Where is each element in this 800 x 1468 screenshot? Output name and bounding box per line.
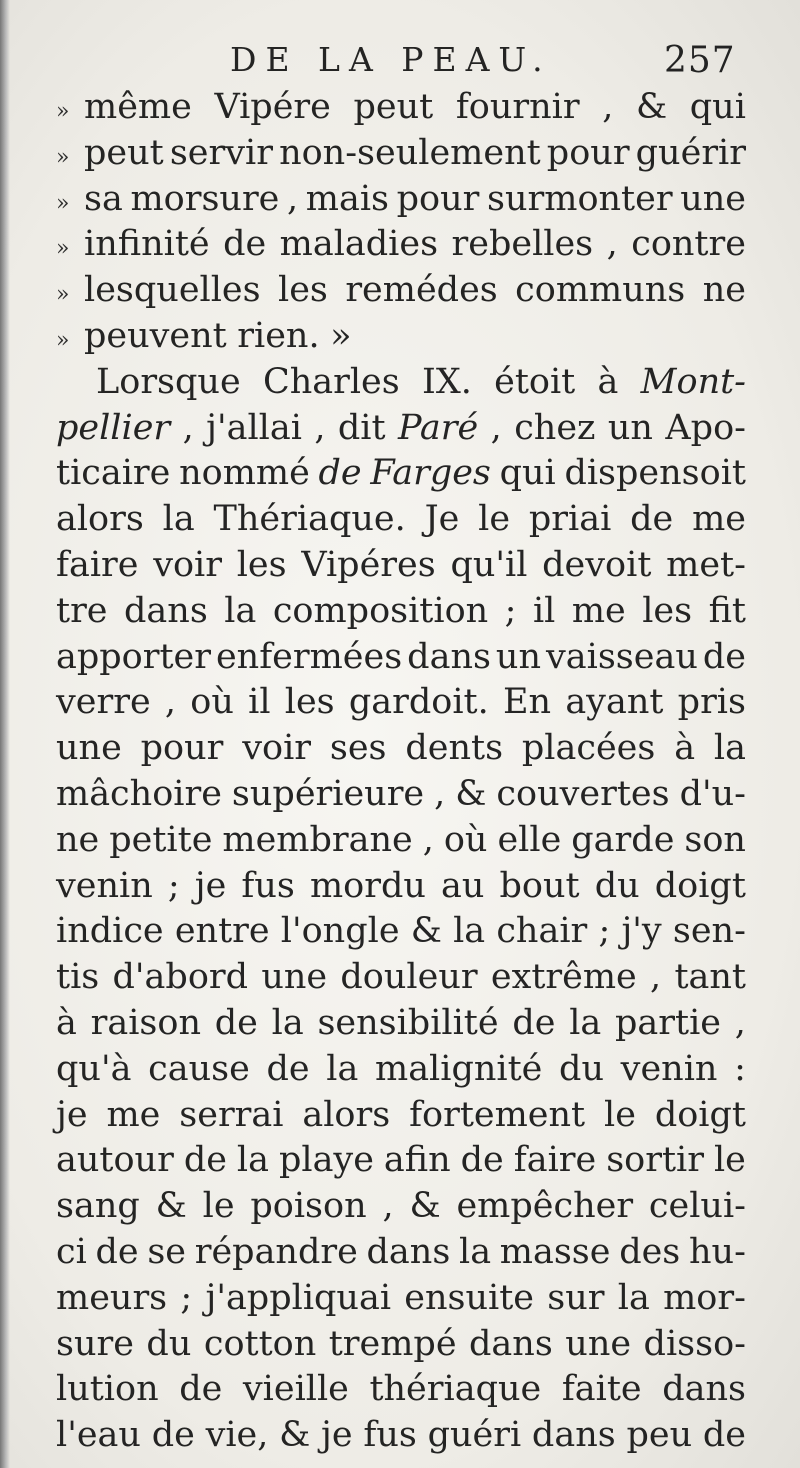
word: pour bbox=[546, 132, 630, 173]
line-text bbox=[56, 1001, 746, 1047]
word: morsure bbox=[130, 178, 280, 219]
word: sen- bbox=[672, 911, 746, 952]
text-line bbox=[56, 406, 746, 452]
word: communs bbox=[515, 270, 686, 311]
line-text bbox=[84, 268, 746, 314]
word: qu'il bbox=[450, 544, 528, 585]
text-line bbox=[56, 1138, 746, 1184]
line-text bbox=[56, 864, 746, 910]
word: je bbox=[194, 865, 227, 906]
line-text bbox=[56, 726, 746, 772]
line-text bbox=[56, 1230, 746, 1276]
line-text bbox=[56, 406, 746, 452]
word: fournir bbox=[455, 87, 580, 127]
word: où bbox=[190, 682, 234, 723]
word: sensibilité bbox=[317, 1002, 499, 1043]
line-text bbox=[56, 1047, 746, 1093]
word: faire bbox=[56, 544, 139, 585]
text-line bbox=[56, 680, 746, 726]
word: elle bbox=[497, 819, 562, 860]
word: me bbox=[571, 590, 626, 631]
word: fortement bbox=[409, 1094, 586, 1135]
word: petite bbox=[109, 819, 213, 860]
word: alors bbox=[56, 499, 144, 540]
word: & bbox=[155, 1186, 187, 1227]
word: , bbox=[490, 407, 502, 448]
word: la bbox=[617, 1277, 650, 1318]
word: la bbox=[459, 1231, 492, 1272]
page-number: 257 bbox=[664, 40, 736, 81]
word: guérir bbox=[635, 132, 746, 173]
word: la bbox=[224, 590, 257, 631]
word: d'abord bbox=[112, 957, 249, 998]
word: , bbox=[382, 1186, 394, 1227]
word: le bbox=[713, 1140, 746, 1181]
word: les bbox=[236, 544, 287, 585]
word: chair bbox=[496, 911, 588, 952]
word: surmonter bbox=[487, 178, 673, 219]
word: mâchoire bbox=[56, 773, 222, 814]
word: je bbox=[56, 1094, 88, 1135]
word: & bbox=[455, 773, 487, 814]
word: ne bbox=[56, 819, 100, 860]
word: sang bbox=[56, 1186, 140, 1227]
word: la bbox=[569, 1002, 602, 1043]
text-line bbox=[56, 864, 746, 910]
word: pellier bbox=[56, 407, 171, 448]
word: de bbox=[318, 453, 362, 494]
word: tre bbox=[56, 590, 108, 631]
word: le bbox=[604, 1094, 636, 1135]
word: de bbox=[630, 499, 674, 540]
word: voir bbox=[153, 544, 222, 585]
line-text bbox=[56, 1184, 746, 1230]
word: , bbox=[734, 1002, 746, 1043]
line-text bbox=[56, 955, 746, 1001]
quotation-mark: » bbox=[56, 144, 70, 170]
word: du bbox=[146, 1323, 192, 1364]
line-text bbox=[56, 680, 746, 726]
word: un bbox=[495, 636, 542, 677]
word: de bbox=[702, 636, 746, 677]
word: me bbox=[692, 499, 746, 540]
text-line bbox=[56, 1093, 746, 1139]
word: la bbox=[326, 1048, 359, 1089]
word: sure bbox=[56, 1323, 134, 1364]
word: le bbox=[478, 499, 511, 540]
word: ticaire bbox=[56, 453, 171, 494]
word: je bbox=[321, 1415, 353, 1456]
word: malignité bbox=[375, 1048, 543, 1089]
word: la bbox=[236, 1140, 269, 1181]
text-line bbox=[56, 726, 746, 772]
word: & bbox=[410, 911, 442, 952]
word: bout bbox=[499, 865, 580, 906]
text-line bbox=[56, 314, 746, 360]
word: dit bbox=[337, 407, 386, 448]
word: extrême bbox=[490, 957, 637, 998]
word: , bbox=[287, 178, 299, 219]
line-text bbox=[56, 818, 746, 864]
word: verre bbox=[56, 682, 151, 723]
page-gutter-shadow bbox=[0, 0, 10, 1468]
word: du bbox=[594, 865, 640, 906]
word: devoit bbox=[542, 544, 652, 585]
word: pour bbox=[140, 728, 224, 769]
word: Vipéres bbox=[301, 544, 436, 585]
word: , bbox=[164, 682, 177, 723]
word: les bbox=[278, 270, 328, 311]
word: ne bbox=[702, 270, 746, 311]
word: la bbox=[271, 1002, 304, 1043]
word: & bbox=[636, 87, 668, 127]
word: Apo- bbox=[665, 407, 746, 448]
body-text bbox=[56, 85, 746, 1459]
text-line bbox=[56, 1047, 746, 1093]
word: autour bbox=[56, 1140, 174, 1181]
word: j'allai bbox=[206, 407, 302, 448]
word: supérieure bbox=[231, 773, 425, 814]
text-line bbox=[56, 1413, 746, 1459]
word: de bbox=[214, 1002, 258, 1043]
word: étoit bbox=[494, 361, 576, 402]
text-line bbox=[56, 818, 746, 864]
line-text bbox=[56, 451, 746, 497]
quotation-mark: » bbox=[56, 327, 70, 353]
word: serrai bbox=[179, 1094, 284, 1135]
line-text bbox=[56, 1367, 746, 1413]
word: venin bbox=[56, 865, 153, 906]
word: apporter bbox=[56, 636, 211, 677]
line-text bbox=[56, 1413, 746, 1459]
word: & bbox=[409, 1186, 441, 1227]
word: guéri bbox=[427, 1415, 522, 1456]
word: raison bbox=[90, 1002, 201, 1043]
word: Mont- bbox=[640, 361, 746, 402]
word: mor- bbox=[663, 1277, 746, 1318]
word: l'eau bbox=[56, 1415, 141, 1456]
word: masse bbox=[499, 1231, 611, 1272]
text-line bbox=[56, 85, 746, 131]
text-line bbox=[56, 955, 746, 1001]
word: la bbox=[453, 911, 486, 952]
word: garde bbox=[571, 819, 675, 860]
word: : bbox=[734, 1048, 746, 1089]
line-text bbox=[56, 1322, 746, 1368]
word: à bbox=[56, 1002, 77, 1043]
word: peuvent bbox=[84, 315, 227, 356]
word: meurs bbox=[56, 1277, 168, 1318]
word: enfermées bbox=[215, 636, 403, 677]
word: thériaque bbox=[369, 1369, 542, 1410]
word: rebelles bbox=[451, 224, 594, 265]
word: une bbox=[261, 957, 328, 998]
word: même bbox=[84, 87, 192, 127]
word: un bbox=[607, 407, 653, 448]
text-line bbox=[56, 1184, 746, 1230]
word: vieille bbox=[242, 1369, 349, 1410]
word: une bbox=[565, 1323, 632, 1364]
word: me bbox=[106, 1094, 161, 1135]
text-line bbox=[56, 635, 746, 681]
word: lution bbox=[56, 1369, 159, 1410]
word: dans bbox=[531, 1415, 616, 1456]
running-head-title: DE LA PEAU. bbox=[230, 40, 552, 79]
word: venin bbox=[620, 1048, 718, 1089]
word: remédes bbox=[345, 270, 498, 311]
word: Je bbox=[424, 499, 460, 540]
word: qu'à bbox=[56, 1048, 132, 1089]
word: sur bbox=[547, 1277, 605, 1318]
word: , bbox=[602, 87, 614, 127]
text-line bbox=[56, 1276, 746, 1322]
word: , bbox=[422, 819, 434, 860]
word: dans bbox=[407, 636, 491, 677]
text-line bbox=[56, 1001, 746, 1047]
word: dans bbox=[662, 1369, 746, 1410]
word: dans bbox=[469, 1323, 553, 1364]
word: une bbox=[56, 728, 122, 769]
word: lesquelles bbox=[84, 270, 261, 311]
line-text bbox=[56, 589, 746, 635]
word: peu bbox=[626, 1415, 693, 1456]
word: de bbox=[702, 1415, 746, 1456]
text-line bbox=[56, 772, 746, 818]
text-line bbox=[56, 222, 746, 268]
line-text bbox=[84, 177, 746, 223]
word: infinité bbox=[84, 224, 210, 265]
quotation-mark: » bbox=[56, 190, 70, 216]
line-text bbox=[56, 543, 746, 589]
word: hu- bbox=[688, 1231, 746, 1272]
word: afin bbox=[383, 1140, 451, 1181]
line-text bbox=[56, 909, 746, 955]
line-text bbox=[84, 222, 746, 268]
word: de bbox=[223, 224, 267, 265]
word: vaisseau bbox=[545, 636, 698, 677]
word: mordu bbox=[309, 865, 426, 906]
text-line bbox=[56, 360, 746, 406]
word: pour bbox=[396, 178, 480, 219]
line-text bbox=[56, 1138, 746, 1184]
word: ; bbox=[180, 1277, 193, 1318]
word: non-seulement bbox=[279, 132, 541, 173]
word: Thériaque. bbox=[213, 499, 406, 540]
word: En bbox=[502, 682, 552, 723]
word: de bbox=[266, 1048, 310, 1089]
word: sa bbox=[84, 178, 123, 219]
text-line bbox=[56, 268, 746, 314]
word: Farges bbox=[370, 453, 491, 494]
word: , bbox=[182, 407, 194, 448]
word: tis bbox=[56, 957, 100, 998]
word: gardoit. bbox=[348, 682, 489, 723]
word: de bbox=[512, 1002, 556, 1043]
word: couvertes bbox=[496, 773, 670, 814]
line-text bbox=[56, 497, 746, 543]
word: de bbox=[151, 1415, 195, 1456]
line-text bbox=[56, 635, 746, 681]
word: j'y bbox=[621, 911, 662, 952]
text-line bbox=[56, 1230, 746, 1276]
word: Lorsque bbox=[96, 361, 241, 402]
word: doigt bbox=[654, 1094, 746, 1135]
word: servir bbox=[169, 132, 273, 173]
word: la bbox=[162, 499, 195, 540]
word: ci bbox=[56, 1231, 87, 1272]
word: voir bbox=[242, 728, 312, 769]
word: met- bbox=[666, 544, 746, 585]
text-line bbox=[56, 131, 746, 177]
word: le bbox=[202, 1186, 235, 1227]
word: qui bbox=[689, 87, 746, 127]
word: contre bbox=[631, 224, 746, 265]
word: priai bbox=[528, 499, 612, 540]
word: tant bbox=[674, 957, 746, 998]
word: qui bbox=[499, 453, 556, 494]
word: des bbox=[619, 1231, 681, 1272]
line-text bbox=[56, 1093, 746, 1139]
word: ses bbox=[329, 728, 387, 769]
word: , bbox=[434, 773, 446, 814]
line-text bbox=[96, 360, 746, 406]
word: la bbox=[713, 728, 746, 769]
word: j'appliquai bbox=[205, 1277, 392, 1318]
word: dans bbox=[124, 590, 208, 631]
word: IX. bbox=[422, 361, 472, 402]
text-line bbox=[56, 451, 746, 497]
word: dispensoit bbox=[564, 453, 746, 494]
word: de bbox=[179, 1369, 223, 1410]
word: ayant bbox=[565, 682, 664, 723]
word: vie, bbox=[205, 1415, 269, 1456]
word: Charles bbox=[262, 361, 400, 402]
word: & bbox=[279, 1415, 311, 1456]
word: au bbox=[441, 865, 485, 906]
word: à bbox=[674, 728, 696, 769]
word: ensuite bbox=[404, 1277, 535, 1318]
word: trempé bbox=[328, 1323, 457, 1364]
word: ; bbox=[598, 911, 611, 952]
word: les bbox=[642, 590, 693, 631]
quotation-mark: » bbox=[56, 236, 70, 262]
word: cause bbox=[148, 1048, 250, 1089]
quotation-mark: » bbox=[56, 99, 70, 124]
word: indice bbox=[56, 911, 164, 952]
word: dans bbox=[366, 1231, 451, 1272]
line-text bbox=[56, 772, 746, 818]
word: placées bbox=[521, 728, 656, 769]
word: composition bbox=[272, 590, 489, 631]
text-line bbox=[56, 543, 746, 589]
word: de bbox=[183, 1140, 227, 1181]
word: fus bbox=[363, 1415, 417, 1456]
word: faite bbox=[561, 1369, 642, 1410]
text-line bbox=[56, 589, 746, 635]
word: ; bbox=[504, 590, 517, 631]
word: , bbox=[650, 957, 662, 998]
word: son bbox=[684, 819, 746, 860]
word: » bbox=[330, 315, 352, 356]
word: doigt bbox=[654, 865, 746, 906]
text-line bbox=[56, 1322, 746, 1368]
text-line bbox=[56, 177, 746, 223]
running-head bbox=[0, 32, 800, 82]
word: ; bbox=[167, 865, 180, 906]
word: une bbox=[680, 178, 746, 219]
word: fit bbox=[708, 590, 746, 631]
line-text bbox=[84, 314, 746, 360]
word: chez bbox=[514, 407, 596, 448]
word: maladies bbox=[279, 224, 439, 265]
word: cotton bbox=[203, 1323, 317, 1364]
word: l'ongle bbox=[280, 911, 400, 952]
word: pris bbox=[677, 682, 746, 723]
word: où bbox=[443, 819, 488, 860]
word: douleur bbox=[340, 957, 478, 998]
word: se bbox=[147, 1231, 187, 1272]
word: rien. bbox=[237, 315, 320, 356]
word: peut bbox=[84, 132, 164, 173]
word: nommé bbox=[179, 453, 310, 494]
text-line bbox=[56, 1367, 746, 1413]
word: dents bbox=[405, 728, 504, 769]
text-line bbox=[56, 497, 746, 543]
word: les bbox=[284, 682, 335, 723]
word: de bbox=[460, 1140, 504, 1181]
word: partie bbox=[615, 1002, 721, 1043]
word: alors bbox=[302, 1094, 391, 1135]
word: à bbox=[597, 361, 619, 402]
word: de bbox=[95, 1231, 139, 1272]
line-text bbox=[84, 85, 746, 131]
word: poison bbox=[250, 1186, 367, 1227]
text-line bbox=[56, 909, 746, 955]
word: , bbox=[606, 224, 618, 265]
word: sortir bbox=[606, 1140, 704, 1181]
word: faire bbox=[513, 1140, 597, 1181]
word: Vipére bbox=[214, 87, 331, 127]
word: disso- bbox=[643, 1323, 746, 1364]
line-text bbox=[56, 1276, 746, 1322]
word: Paré bbox=[397, 407, 479, 448]
word: du bbox=[559, 1048, 604, 1089]
word: il bbox=[248, 682, 271, 723]
word: fus bbox=[241, 865, 295, 906]
word: peut bbox=[353, 87, 434, 127]
word: playe bbox=[278, 1140, 374, 1181]
word: celui- bbox=[648, 1186, 746, 1227]
word: entre bbox=[174, 911, 270, 952]
word: répandre bbox=[194, 1231, 358, 1272]
word: d'u- bbox=[679, 773, 746, 814]
line-text bbox=[84, 131, 746, 177]
word: mais bbox=[305, 178, 390, 219]
word: membrane bbox=[222, 819, 413, 860]
word: empêcher bbox=[456, 1186, 634, 1227]
word: , bbox=[314, 407, 326, 448]
word: il bbox=[532, 590, 556, 631]
quotation-mark: » bbox=[56, 282, 70, 308]
